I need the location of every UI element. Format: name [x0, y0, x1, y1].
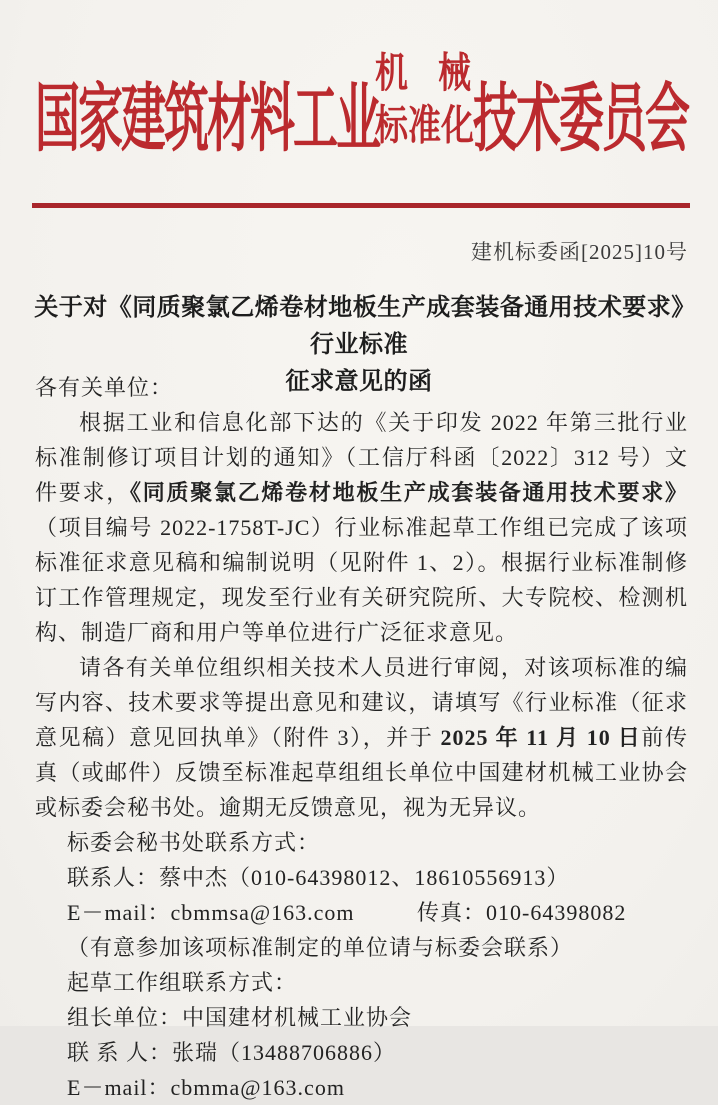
- secretariat-contact-heading: 标委会秘书处联系方式：: [67, 830, 321, 855]
- paragraph-2: [35, 650, 688, 825]
- drafting-group-heading: 起草工作组联系方式：: [67, 970, 298, 995]
- letterhead-org-left: 国家建筑材料工业: [35, 77, 380, 161]
- drafting-group-contact-person: 联 系 人：张瑞（13488706886）: [67, 1040, 397, 1065]
- drafting-group-email: E－mail：cbmma@163.com: [67, 1075, 345, 1100]
- drafting-group-leader-unit: 组长单位：中国建材机械工业协会: [67, 1005, 413, 1030]
- letterhead-org-right: 技术委员会: [473, 77, 689, 161]
- doc-number: 建机标委函[2025]10号: [471, 240, 688, 264]
- paragraph-1-standard-name: 《同质聚氯乙烯卷材地板生产成套装备通用技术要求》: [129, 480, 688, 505]
- secretariat-email: E－mail：cbmmsa@163.com: [67, 900, 355, 925]
- paragraph-2-text-a: 请各有关单位组织相关技术人员进行审阅，对该项标准的编写内容、技术要求等提出意见和建议，请填写《行业标准（征求意见稿）意见回执单》（附件 3），并于: [35, 655, 688, 750]
- paragraph-2-text-c: 前传真（或邮件）反馈至标准起草组组长单位中国建材机械工业协会或标委会秘书处。逾期无反馈意见，视为无异议。: [35, 725, 688, 820]
- paragraph-1: [35, 405, 688, 650]
- doc-title-line-2: 征求意见的函: [285, 369, 433, 395]
- doc-title-line-1: 关于对《同质聚氯乙烯卷材地板生产成套装备通用技术要求》行业标准: [34, 295, 684, 358]
- letterhead-org-stacked: [375, 48, 474, 153]
- salutation: 各有关单位：: [35, 375, 174, 400]
- letter-body: [35, 370, 688, 1105]
- letterhead: [0, 0, 718, 200]
- paragraph-1-text-c: （项目编号 2022-1758T-JC）行业标准起草工作组已完成了该项标准征求意见稿和编制说明（见附件 1、2）。根据行业标准制修订工作管理规定，现发至行业有关研究院所、大专院校、检测机构、制造厂商和用户等单位进行广泛征求意见。: [35, 515, 688, 645]
- participation-note: （有意参加该项标准制定的单位请与标委会联系）: [67, 935, 574, 960]
- letterhead-divider-line: [32, 203, 690, 208]
- letterhead-org-stacked-top: 机械: [375, 51, 471, 97]
- letterhead-org-stacked-bottom: 标准化: [375, 104, 474, 150]
- paragraph-1-text-a: 根据工业和信息化部下达的《关于印发 2022 年第三批行业标准制修订项目计划的通知》（工信厅科函〔2022〕312 号）文件要求，: [35, 410, 688, 505]
- secretariat-contact-person: 联系人：蔡中杰（010-64398012、18610556913）: [67, 865, 570, 890]
- secretariat-fax: 传真：010-64398082: [417, 900, 627, 925]
- secretariat-email-fax-row: [35, 895, 688, 930]
- paragraph-2-deadline-date: 2025 年 11 月 10 日: [440, 725, 642, 750]
